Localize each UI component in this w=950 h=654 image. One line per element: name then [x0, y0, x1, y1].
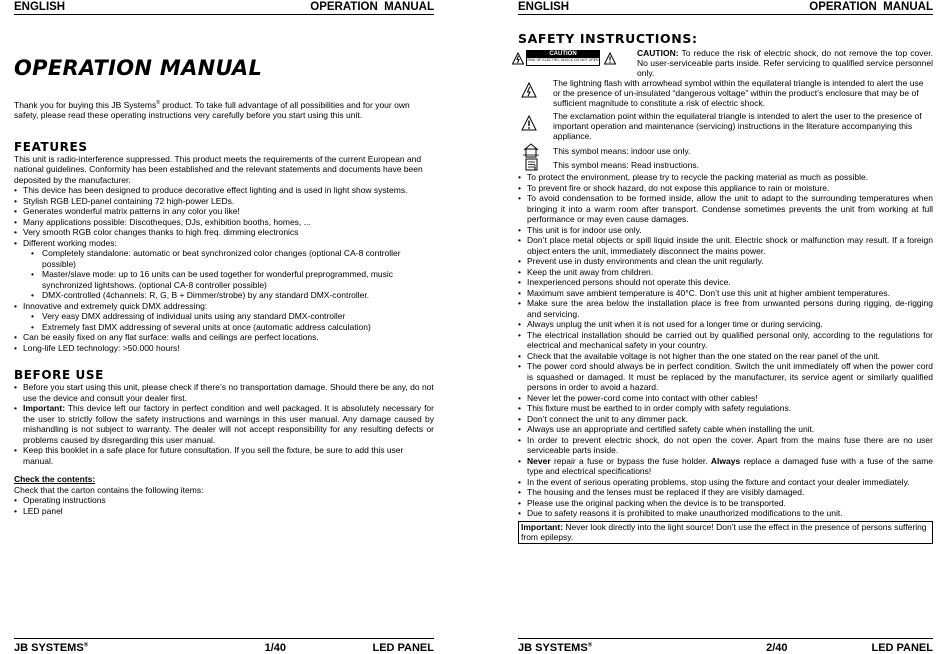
list-item: • Inexperienced persons should not operate this device.	[518, 277, 933, 288]
caution-row	[518, 48, 933, 77]
list-item: • This device has been designed to produce decorative effect lighting and is used in light show systems.	[14, 185, 434, 196]
important-notice: Important: Never look directly into the light source! Don’t use the effect in the presence of persons suffering from epilepsy.	[518, 521, 933, 544]
list-item: • The electrical installation should be carried out by qualified personal only, according to the regulations for electrical and mechanical safety in your country.	[518, 330, 933, 351]
check-contents-intro: Check that the carton contains the following items:	[14, 484, 204, 495]
list-item: • To protect the environment, please try to recycle the packing material as much as possible.	[518, 172, 933, 183]
caution-text: CAUTION: To reduce the risk of electric shock, do not remove the top cover. No user-serviceable parts inside. Refer servicing to qualified service personnel only.	[637, 48, 933, 78]
features-intro: This unit is radio-interference suppressed. This product meets the requirements of the current European and national guidelines. Conformity has been established and the relevant statements and documents have been deposited by the manufacturer.	[14, 153, 423, 185]
before-use-list	[14, 382, 434, 466]
header-manual: OPERATION MANUAL	[809, 1, 933, 13]
read-instructions-icon	[523, 158, 539, 173]
list-item: • The housing and the lenses must be replaced if they are visibly damaged.	[518, 487, 933, 498]
list-item: • To avoid condensation to be formed inside, allow the unit to adapt to the surrounding temperatures when bringing it into a warm room after transport. Condense sometimes prevents the unit from working at full performance or may even cause damages.	[518, 193, 933, 225]
list-item: • Prevent use in dusty environments and clean the unit regularly.	[518, 256, 933, 267]
warning-lightning-icon	[512, 52, 524, 67]
header-language: ENGLISH	[518, 1, 570, 13]
list-item: • Innovative and extremely quick DMX addressing: • Very easy DMX addressing of individual units using any standard DMX-controller • Extremely fast DMX addressing of several units at once (automatic address calculation)	[14, 301, 434, 333]
page-title: OPERATION MANUAL	[14, 56, 263, 80]
list-item: • Check that the available voltage is not higher than the one stated on the rear panel of the unit.	[518, 351, 933, 362]
list-item: • Don’t place metal objects or spill liquid inside the unit. Electric shock or malfunction may result. If a foreign object enters the unit, immediately disconnect the mains power.	[518, 235, 933, 256]
footer-page-number: 2/40	[766, 642, 788, 654]
read-row	[518, 159, 933, 172]
page-2	[518, 0, 933, 654]
list-item: • DMX-controlled (4channels: R, G, B + Dimmer/strobe) by any standard DMX-controller.	[31, 290, 434, 301]
indoor-row	[518, 143, 933, 159]
list-item: • Different working modes: • Completely standalone: automatic or beat synchronized color changes (optional CA-8 controller possible) • Master/slave mode: up to 16 units can be used together for wonderful preprogrammed, music synchronized lightshows. (optional CA-8 controller possible) • DMX-controlled (4channels: R, G, B + Dimmer/strobe) by any standard DMX-controller.	[14, 238, 434, 301]
footer-brand: JB SYSTEMS®	[518, 642, 593, 654]
page-header	[14, 0, 434, 15]
list-item: • Master/slave mode: up to 16 units can be used together for wonderful preprogrammed, music synchronized lightshows. (optional CA-8 controller possible)	[31, 269, 434, 290]
exclamation-text: The exclamation point within the equilateral triangle is intended to alert the user to the presence of important operation and maintenance (servicing) instructions in the literature accompanying this appliance.	[553, 111, 922, 141]
indoor-text: This symbol means: indoor use only.	[553, 146, 691, 156]
features-heading: FEATURES	[14, 139, 88, 154]
list-item: • Always unplug the unit when it is not used for a longer time or during servicing.	[518, 319, 933, 330]
lightning-text: The lightning flash with arrowhead symbol within the equilateral triangle is intended to alert the use or the presence of un-insulated “dangerous voltage” within the product’s enclosure that may be of sufficient magnitude to constitute a risk of electric shock.	[553, 78, 924, 108]
before-use-heading: BEFORE USE	[14, 368, 104, 383]
page-1	[14, 0, 434, 654]
dmx-modes-list	[23, 311, 434, 332]
list-item: • Completely standalone: automatic or beat synchronized color changes (optional CA-8 controller possible)	[31, 248, 434, 269]
page-header	[518, 0, 933, 15]
features-list	[14, 185, 434, 353]
list-item: • Due to safety reasons it is prohibited to make unauthorized modifications to the unit.	[518, 508, 933, 519]
safety-list	[518, 172, 933, 519]
warning-exclamation-icon	[604, 52, 616, 67]
list-item: • Never let the power-cord come into contact with other cables!	[518, 393, 933, 404]
list-item: • Very smooth RGB color changes thanks to high freq. dimming electronics	[14, 227, 434, 238]
list-item: • Maximum save ambient temperature is 40°C. Don’t use this unit at higher ambient temperatures.	[518, 288, 933, 299]
list-item: • In order to prevent electric shock, do not open the cover. Apart from the mains fuse there are no user serviceable parts inside.	[518, 435, 933, 456]
page-footer	[518, 638, 933, 654]
header-language: ENGLISH	[14, 1, 66, 13]
list-item: • Please use the original packing when the device is to be transported.	[518, 498, 933, 509]
exclamation-triangle-icon	[521, 115, 537, 133]
list-item: • Keep this booklet in a safe place for future consultation. If you sell the fixture, be sure to add this user manual.	[14, 445, 434, 466]
working-modes-list	[23, 248, 434, 301]
list-item: • In the event of serious operating problems, stop using the fixture and contact your dealer immediately.	[518, 477, 933, 488]
list-item: • The power cord should always be in perfect condition. Switch the unit immediately off when the power cord is squashed or damaged. It must be replaced by the manufacturer, its service agent or similarly qualified persons in order to avoid a hazard.	[518, 361, 933, 393]
list-item: • This fixture must be earthed to in order comply with safety regulations.	[518, 403, 933, 414]
header-manual: OPERATION MANUAL	[310, 1, 434, 13]
list-item: • Many applications possible: Discotheques, DJs, exhibition booths, homes, ...	[14, 217, 434, 228]
intro-paragraph: Thank you for buying this JB Systems® product. To take full advantage of all possibilities and for your own safety, please read these operating instructions very carefully before you start using this unit.	[14, 99, 410, 121]
contents-list	[14, 495, 434, 516]
footer-product: LED PANEL	[871, 642, 933, 654]
lightning-triangle-icon	[521, 82, 537, 100]
list-item: • Don’t connect the unit to any dimmer pack.	[518, 414, 933, 425]
list-item: • Stylish RGB LED-panel containing 72 high-power LEDs.	[14, 196, 434, 207]
list-item: • To prevent fire or shock hazard, do not expose this appliance to rain or moisture.	[518, 183, 933, 194]
page-footer	[14, 638, 434, 654]
lightning-row	[518, 78, 933, 109]
safety-heading: SAFETY INSTRUCTIONS:	[518, 31, 698, 46]
footer-product: LED PANEL	[372, 642, 434, 654]
caution-label: CAUTION RISK OF ELECTRIC SHOCK DO NOT OPEN	[526, 50, 600, 66]
svg-text:i: i	[534, 165, 537, 171]
list-item: • Long-life LED technology: >50.000 hours!	[14, 343, 434, 354]
list-item: • Operating instructions	[14, 495, 434, 506]
read-text: This symbol means: Read instructions.	[553, 160, 699, 170]
list-item: • Very easy DMX addressing of individual units using any standard DMX-controller	[31, 311, 434, 322]
check-contents-heading: Check the contents:	[14, 474, 96, 485]
list-item: • Make sure the area below the installation place is free from unwanted persons during rigging, de-rigging and servicing.	[518, 298, 933, 319]
list-item: • Keep the unit away from children.	[518, 267, 933, 278]
list-item: • This unit is for indoor use only.	[518, 225, 933, 236]
list-item: • Generates wonderful matrix patterns in any color you like!	[14, 206, 434, 217]
list-item: • Before you start using this unit, please check if there’s no transportation damage. Should there be any, do not use the device and consult your dealer first.	[14, 382, 434, 403]
footer-page-number: 1/40	[264, 642, 286, 654]
exclamation-row	[518, 111, 933, 142]
list-item: • Extremely fast DMX addressing of several units at once (automatic address calculation)	[31, 322, 434, 333]
list-item: • LED panel	[14, 506, 434, 517]
list-item: • Can be easily fixed on any flat surface: walls and ceilings are perfect locations.	[14, 332, 434, 343]
list-item: • Always use an appropriate and certified safety cable when installing the unit.	[518, 424, 933, 435]
footer-brand: JB SYSTEMS®	[14, 642, 89, 654]
list-item: • Never repair a fuse or bypass the fuse holder. Always replace a damaged fuse with a fuse of the same type and electrical specifications!	[518, 456, 933, 477]
list-item: • Important: This device left our factory in perfect condition and well packaged. It is absolutely necessary for the user to strictly follow the safety instructions and warnings in this user manual. Any damage caused by mishandling is not subject to warranty. The dealer will not accept responsibility for any resulting defects or problems caused by disregarding this user manual.	[14, 403, 434, 445]
